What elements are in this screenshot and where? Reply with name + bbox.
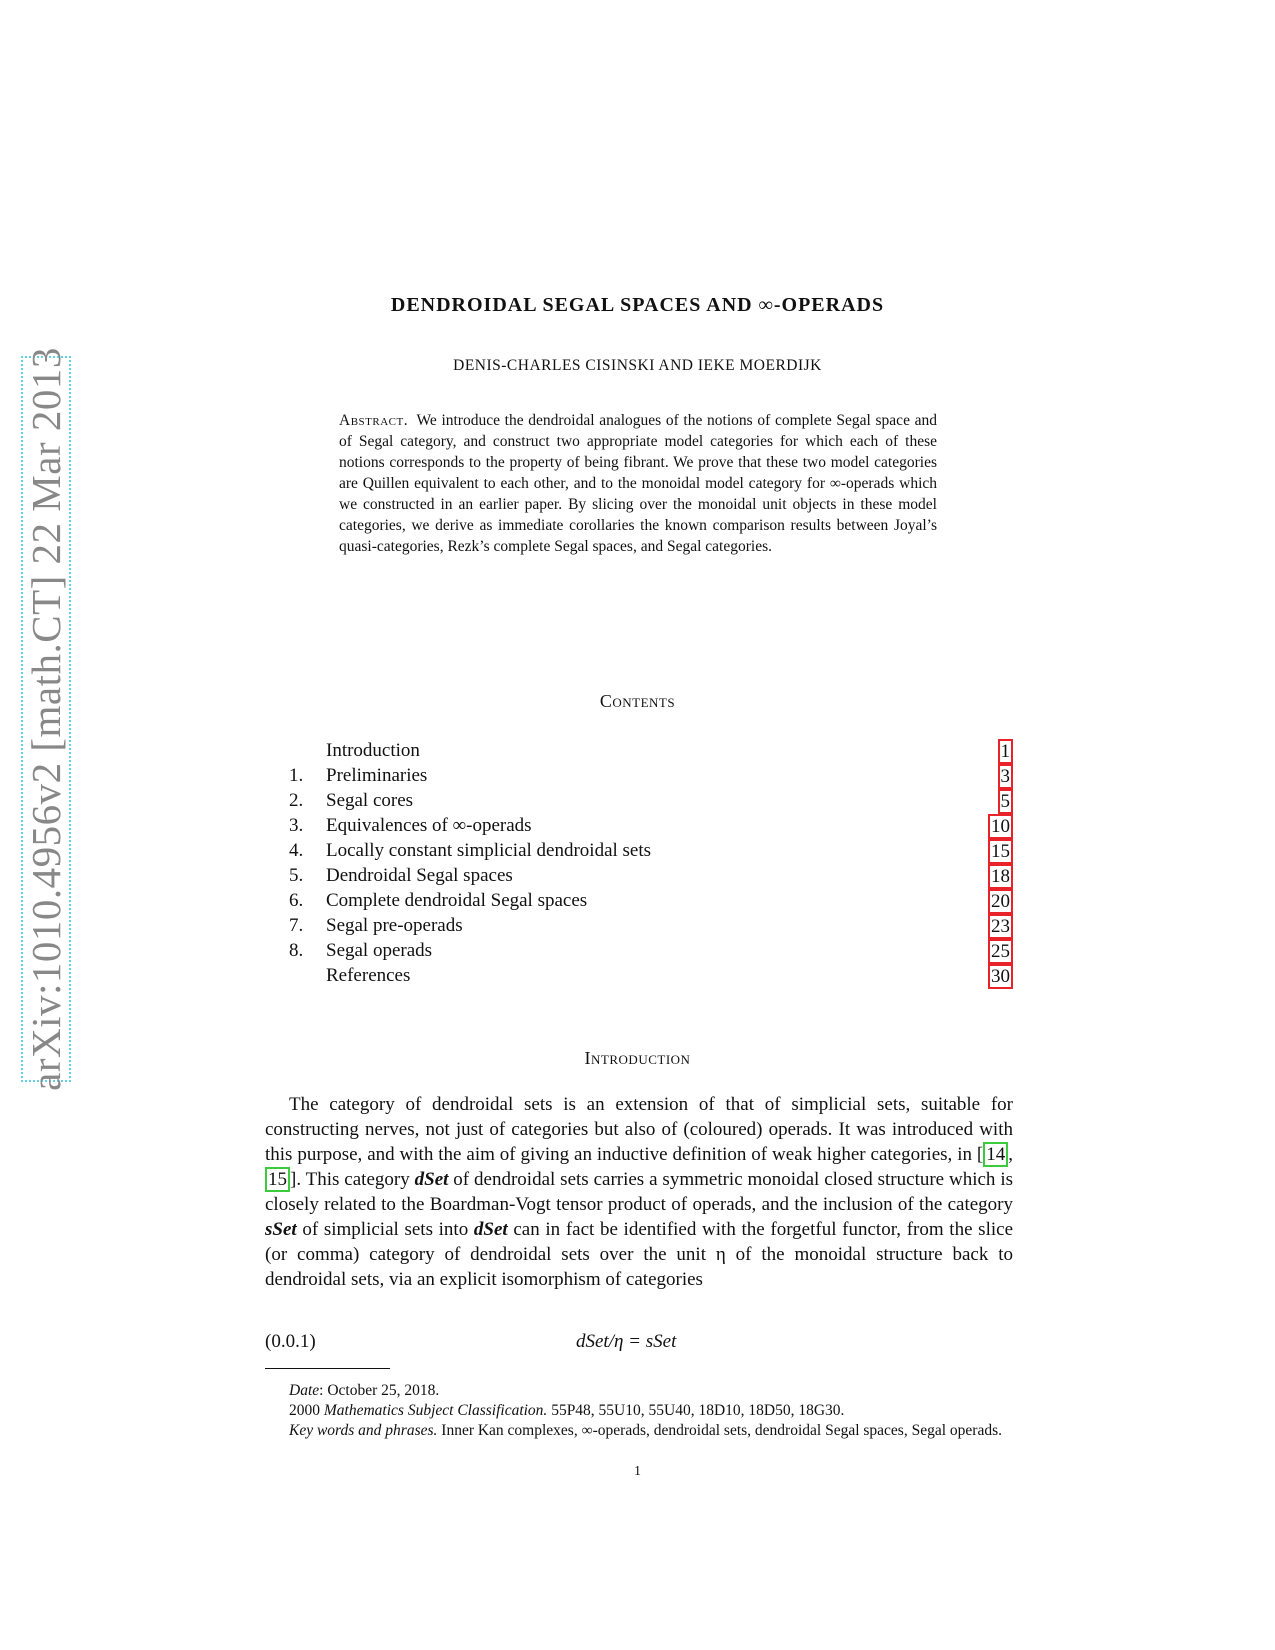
intro-text-1: The category of dendroidal sets is an extension of that of simplicial sets, suitable for constructing nerves, not just of categories but also of (coloured) operads. It was introduced with this purpose, and with the aim of giving an inductive definition of weak higher categories, in xyxy=(265,1094,1013,1165)
symbol-dset: dSet xyxy=(414,1169,449,1190)
intro-text-3: of dendroidal sets carries a symmetric monoidal closed structure which is closely related to the Boardman-Vogt tensor product of operads, and the inclusion of the category xyxy=(265,1169,1014,1215)
toc-title: Preliminaries xyxy=(326,765,428,786)
toc-title: References xyxy=(326,965,411,986)
paper-title: DENDROIDAL SEGAL SPACES AND ∞-OPERADS xyxy=(390,294,885,316)
contents-heading: Contents xyxy=(599,691,676,711)
abstract-text: We introduce the dendroidal analogues of the notions of complete Segal space and of Segal category, and construct two appropriate model categories for which each of these notions corresponds to the property of being fibrant. We prove that these two model categories are Quillen equivalent to each other, and to the monoidal model category for ∞-operads which we constructed in an earlier paper. By slicing over the monoidal unit objects in these model categories, we derive as immediate corollaries the known comparison results between Joyal’s quasi-categories, Rezk’s complete Segal spaces, and Segal categories. xyxy=(339,412,937,555)
toc-page-link[interactable]: 5 xyxy=(998,789,1014,814)
citation-link[interactable]: 15 xyxy=(265,1167,290,1192)
paper-authors: DENIS-CHARLES CISINSKI AND IEKE MOERDIJK xyxy=(453,357,822,374)
arxiv-identifier-text: arXiv:1010.4956v2 [math.CT] 22 Mar 2013 xyxy=(23,347,69,1091)
footnote-msc-value: 55P48, 55U10, 55U40, 18D10, 18D50, 18G30. xyxy=(547,1402,845,1419)
toc-page-link[interactable]: 30 xyxy=(988,964,1013,989)
toc-entry xyxy=(289,913,1013,938)
footnote-msc-label: Mathematics Subject Classification. xyxy=(323,1402,548,1419)
toc-title: Introduction xyxy=(326,740,420,761)
toc-page-link[interactable]: 20 xyxy=(988,889,1013,914)
toc-number: 5. xyxy=(289,865,304,886)
toc-page-link[interactable]: 1 xyxy=(998,739,1014,764)
toc-entry xyxy=(289,763,1013,788)
footnote-keywords-value: Inner Kan complexes, ∞-operads, dendroidal sets, dendroidal Segal spaces, Segal operads. xyxy=(437,1422,1002,1439)
page-number: 1 xyxy=(634,1464,641,1479)
toc-title: Segal cores xyxy=(326,790,414,811)
toc-entry xyxy=(289,888,1013,913)
toc-entry xyxy=(289,863,1013,888)
toc-page-link[interactable]: 10 xyxy=(988,814,1013,839)
toc-number: 3. xyxy=(289,815,304,836)
toc-number: 2. xyxy=(289,790,304,811)
toc-number: 4. xyxy=(289,840,304,861)
footnote-date-label: Date xyxy=(289,1382,320,1399)
toc-title: Equivalences of ∞-operads xyxy=(326,815,532,836)
intro-text-2: . This category xyxy=(296,1169,415,1190)
intro-text-4: of simplicial sets into xyxy=(296,1219,474,1240)
arxiv-identifier[interactable] xyxy=(21,347,71,1091)
footnote-keywords xyxy=(265,1421,1013,1441)
toc-title: Segal pre-operads xyxy=(326,915,463,936)
symbol-sset: sSet xyxy=(265,1219,297,1240)
citation-separator: , xyxy=(1008,1144,1013,1165)
equation-body: dSet/η = sSet xyxy=(576,1331,677,1352)
footnote-date xyxy=(265,1381,1013,1401)
footnote-date-value: : October 25, 2018. xyxy=(319,1382,440,1399)
toc-entry xyxy=(289,788,1013,813)
toc-number: 8. xyxy=(289,940,304,961)
symbol-dset: dSet xyxy=(473,1219,508,1240)
footnote-msc xyxy=(265,1401,1013,1421)
toc-title: Locally constant simplicial dendroidal sets xyxy=(326,840,652,861)
toc-title: Complete dendroidal Segal spaces xyxy=(326,890,588,911)
footnote-rule xyxy=(265,1368,390,1369)
toc-number: 6. xyxy=(289,890,304,911)
toc-title: Segal operads xyxy=(326,940,433,961)
toc-page-link[interactable]: 15 xyxy=(988,839,1013,864)
intro-text-5: can in fact be identified with the forgetful functor, from the slice (or comma) category of dendroidal sets over the unit η of the monoidal structure back to dendroidal sets, via an explicit isomorphism of categories xyxy=(265,1219,1014,1290)
toc-entry xyxy=(289,938,1013,963)
toc-number: 1. xyxy=(289,765,304,786)
toc-entry xyxy=(289,963,1013,988)
introduction-heading: Introduction xyxy=(584,1048,691,1068)
toc-title: Dendroidal Segal spaces xyxy=(326,865,513,886)
toc-number: 7. xyxy=(289,915,304,936)
table-of-contents xyxy=(289,738,1013,988)
equation-number: (0.0.1) xyxy=(265,1331,316,1352)
abstract-label: Abstract. xyxy=(339,412,409,429)
toc-page-link[interactable]: 23 xyxy=(988,914,1013,939)
toc-page-link[interactable]: 18 xyxy=(988,864,1013,889)
abstract xyxy=(339,410,937,557)
toc-page-link[interactable]: 25 xyxy=(988,939,1013,964)
citation-link[interactable]: 14 xyxy=(983,1142,1008,1167)
introduction-paragraph: The category of dendroidal sets is an extension of that of simplicial sets, suitable for constructing nerves, not just of categories but also of (coloured) operads. It was introduced with this purpose, and with the aim of giving an inductive definition of weak higher categories, in [ 14 , 15 ]. This category dSet of dendroidal sets carries a symmetric monoidal closed structure which is closely related to the Boardman-Vogt tensor product of operads, and the inclusion of the category sSet of simplicial sets into dSet can in fact be identified with the forgetful functor, from the slice (or comma) category of dendroidal sets over the unit η of the monoidal structure back to dendroidal sets, via an explicit isomorphism of categories xyxy=(265,1094,1014,1290)
footnote-keywords-label: Key words and phrases. xyxy=(289,1422,438,1439)
toc-entry xyxy=(289,738,1013,763)
footnote-msc-prefix: 2000 xyxy=(289,1402,324,1419)
toc-entry xyxy=(289,838,1013,863)
toc-entry xyxy=(289,813,1013,838)
toc-page-link[interactable]: 3 xyxy=(998,764,1014,789)
